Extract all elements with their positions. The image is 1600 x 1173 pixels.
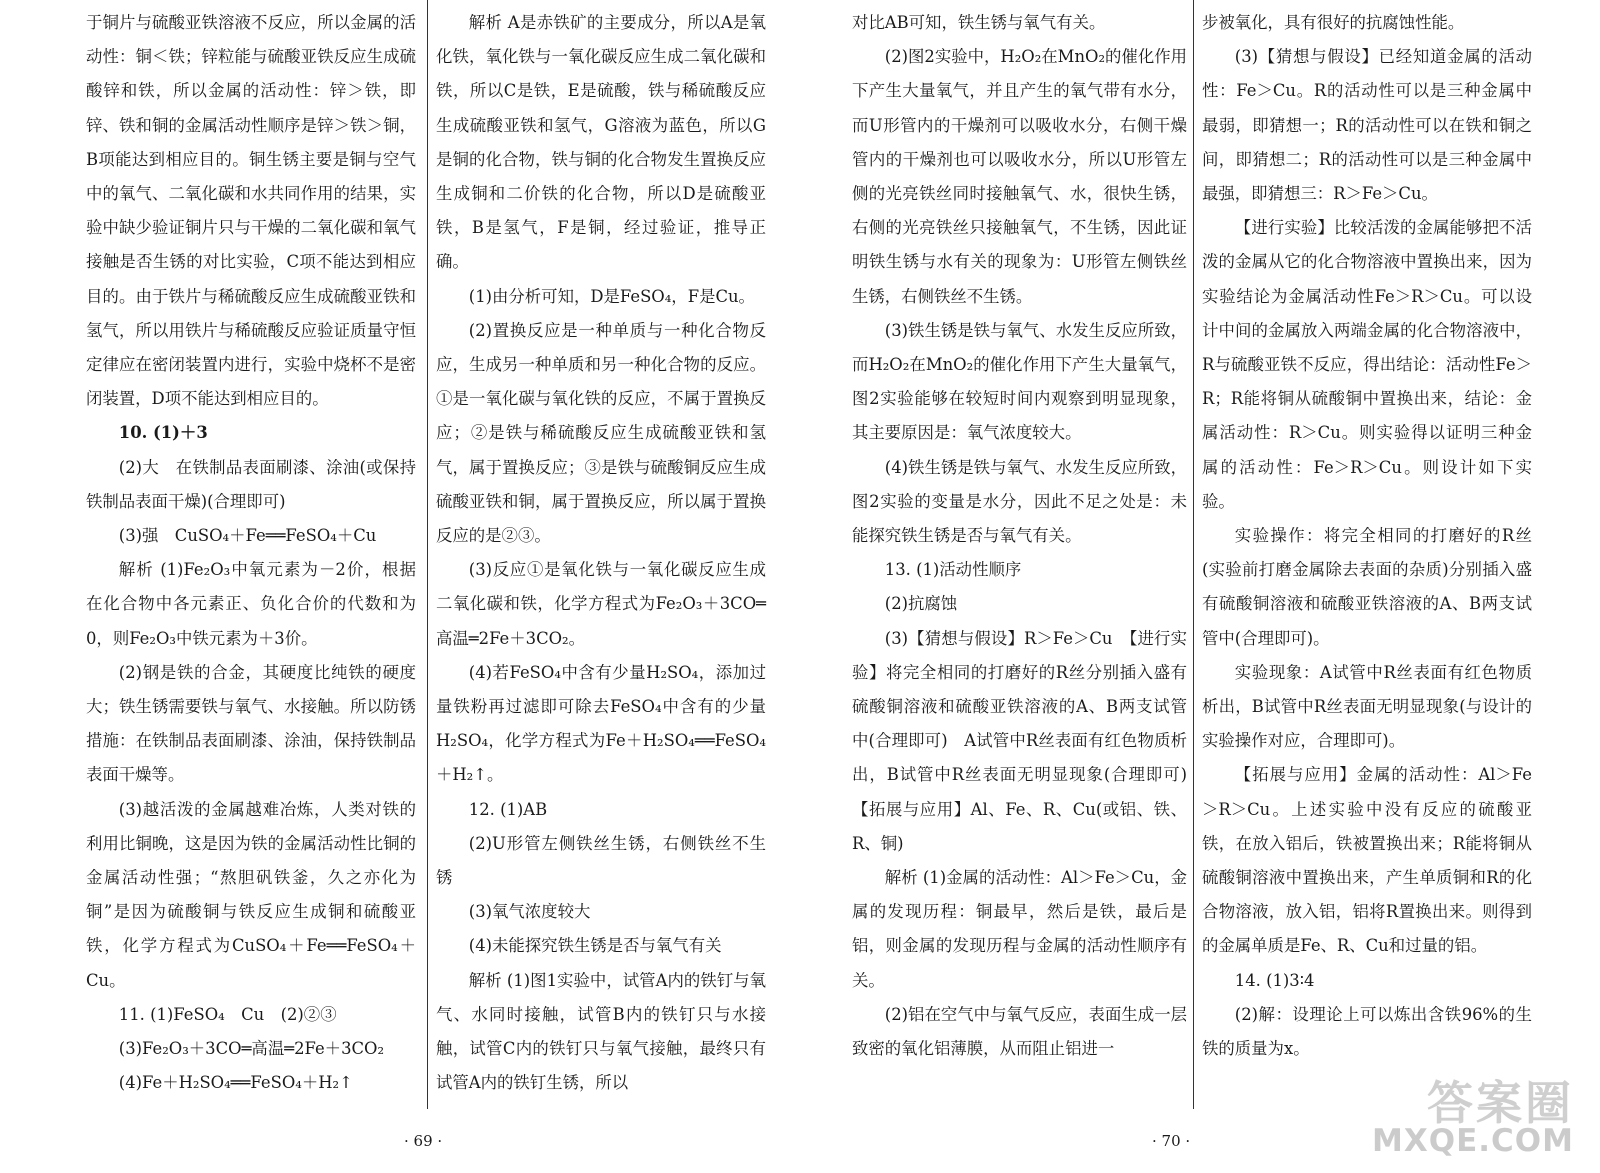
analysis-10-3: (3)越活泼的金属越难冶炼，人类对铁的利用比铜晚，这是因为铁的金属活动性比铜的金属活动性强；“熬胆矾铁釜，久之亦化为铜”是因为硫酸铜与铁反应生成铜和硫酸亚铁，化学方程式为CuSO₄＋Fe══FeSO₄＋Cu。 [86, 799, 416, 990]
answer-10-part-1: 10. (1)＋3 [118, 423, 208, 443]
analysis-13-3: (3)【猜想与假设】已经知道金属的活动性：Fe＞Cu。R的活动性可以是三种金属中最弱，即猜想一；R的活动性可以在铁和铜之间，即猜想二；R的活动性可以是三种金属中最强，即猜想三：R＞Fe＞Cu。 [1202, 47, 1532, 204]
page-number-right: · 70 · [1152, 1132, 1191, 1150]
experiment-design: 【进行实验】比较活泼的金属能够把不活泼的金属从它的化合物溶液中置换出来，因为实验结论为金属活动性Fe＞R＞Cu。可以设计中间的金属放入两端金属的化合物溶液中，R与硫酸亚铁不反应，得出结论：活动性Fe＞R；R能将铜从硫酸铜中置换出来，结论：金属活动性：R＞Cu。则实验得以证明三种金属的活动性：Fe＞R＞Cu。则设计如下实验。 [1202, 218, 1532, 511]
experiment-operation: 实验操作：将完全相同的打磨好的R丝(实验前打磨金属除去表面的杂质)分别插入盛有硫酸铜溶液和硫酸亚铁溶液的A、B两支试管中(合理即可)。 [1202, 526, 1532, 648]
analysis-12-3: (3)铁生锈是铁与氧气、水发生反应所致，而H₂O₂在MnO₂的催化作用下产生大量氧气，图2实验能够在较短时间内观察到明显现象，其主要原因是：氧气浓度较大。 [852, 320, 1187, 443]
analysis-11-3: (3)反应①是氧化铁与一氧化碳反应生成二氧化碳和铁，化学方程式为Fe₂O₃＋3CO═高温═2Fe＋3CO₂。 [436, 560, 766, 648]
answer-11-part-3: (3)Fe₂O₃＋3CO═高温═2Fe＋3CO₂ [118, 1039, 385, 1059]
column-divider [1193, 0, 1194, 1109]
right-page-column-1 [852, 6, 1204, 1113]
answer-12-part-2: (2)U形管左侧铁丝生锈，右侧铁丝不生锈 [436, 833, 766, 888]
page-number-left: · 69 · [404, 1132, 443, 1150]
analysis-13-1: 解析 (1)金属的活动性：Al＞Fe＞Cu，金属的发现历程：铜最早，然后是铁，最后是铝，则金属的发现历程与金属的活动性顺序有关。 [852, 868, 1187, 990]
analysis-13-2: (2)铝在空气中与氧气反应，表面生成一层致密的氧化铝薄膜，从而阻止铝进一 [852, 1004, 1187, 1059]
answer-13-part-2: (2)抗腐蚀 [884, 594, 958, 614]
answer-14-part-1: 14. (1)3∶4 [1234, 970, 1315, 990]
answer-10-part-3: (3)强 CuSO₄＋Fe══FeSO₄＋Cu [118, 526, 377, 546]
left-page-column-1 [86, 6, 416, 1113]
paragraph: 于铜片与硫酸亚铁溶液不反应，所以金属的活动性：铜＜铁；锌粒能与硫酸亚铁反应生成硫酸锌和铁，所以金属的活动性：锌＞铁，即锌、铁和铜的金属活动性顺序是锌＞铁＞铜，B项能达到相应目的。铜生锈主要是铜与空气中的氧气、二氧化碳和水共同作用的结果，实验中缺少验证铜片只与干燥的二氧化碳和氧气接触是否生锈的对比实验，C项不能达到相应目的。由于铁片与稀硫酸反应生成硫酸亚铁和氢气，所以用铁片与稀硫酸反应验证质量守恒定律应在密闭装置内进行，实验中烧杯不是密闭装置，D项不能达到相应目的。 [86, 13, 416, 409]
experiment-phenomenon: 实验现象：A试管中R丝表面有红色物质析出，B试管中R丝表面无明显现象(与设计的实验操作对应，合理即可)。 [1202, 662, 1532, 751]
answer-11-part-4: (4)Fe＋H₂SO₄══FeSO₄＋H₂↑ [118, 1073, 353, 1093]
watermark-logo [1371, 1076, 1574, 1159]
answer-12-part-1: 12. (1)AB [468, 799, 548, 819]
analysis-10-2: (2)钢是铁的合金，其硬度比纯铁的硬度大；铁生锈需要铁与氧气、水接触。所以防锈措施：在铁制品表面刷漆、涂油，保持铁制品表面干燥等。 [86, 662, 416, 785]
analysis-12-1: 解析 (1)图1实验中，试管A内的铁钉与氧气、水同时接触，试管B内的铁钉只与水接触，试管C内的铁钉只与氧气接触，最终只有试管A内的铁钉生锈，所以 [436, 970, 766, 1093]
analysis-10-1: 解析 (1)Fe₂O₃中氧元素为－2价，根据在化合物中各元素正、负化合价的代数和为0，则Fe₂O₃中铁元素为＋3价。 [86, 560, 416, 648]
right-page-column-2 [1202, 6, 1532, 1113]
analysis-12-2: (2)图2实验中，H₂O₂在MnO₂的催化作用下产生大量氧气，并且产生的氧气带有水分，而U形管内的干燥剂可以吸收水分，右侧干燥管内的干燥剂也可以吸收水分，所以U形管左侧的光亮铁丝同时接触氧气、水，很快生锈，右侧的光亮铁丝只接触氧气，不生锈，因此证明铁生锈与水有关的现象为：U形管左侧铁丝生锈，右侧铁丝不生锈。 [852, 47, 1187, 306]
analysis-12-4: (4)铁生锈是铁与氧气、水发生反应所致，图2实验的变量是水分，因此不足之处是：未能探究铁生锈是否与氧气有关。 [852, 457, 1187, 546]
paragraph: 步被氧化，具有很好的抗腐蚀性能。 [1202, 13, 1465, 32]
answer-12-part-3: (3)氧气浓度较大 [468, 902, 591, 922]
answer-13-part-1: 13. (1)活动性顺序 [884, 560, 1022, 580]
watermark-text: 答案圈 [1427, 1076, 1574, 1130]
answer-12-part-4: (4)未能探究铁生锈是否与氧气有关 [468, 936, 722, 956]
analysis-11-2: (2)置换反应是一种单质与一种化合物反应，生成另一种单质和另一种化合物的反应。①是一氧化碳与氧化铁的反应，不属于置换反应；②是铁与稀硫酸反应生成硫酸亚铁和氢气，属于置换反应；③是铁与硫酸铜反应生成硫酸亚铁和铜，属于置换反应，所以属于置换反应的是②③。 [436, 320, 766, 546]
answer-13-part-3: (3)【猜想与假设】R＞Fe＞Cu 【进行实验】将完全相同的打磨好的R丝分别插入盛有硫酸铜溶液和硫酸亚铁溶液的A、B两支试管中(合理即可) A试管中R丝表面有红色物质析出，B试管中R丝表面无明显现象(合理即可) 【拓展与应用】Al、Fe、R、Cu(或铝、铁、R、铜) [852, 628, 1204, 853]
analysis-11: 解析 A是赤铁矿的主要成分，所以A是氧化铁，氧化铁与一氧化碳反应生成二氧化碳和铁，所以C是铁，E是硫酸，铁与稀硫酸反应生成硫酸亚铁和氢气，G溶液为蓝色，所以G是铜的化合物，铁与铜的化合物发生置换反应生成铜和二价铁的化合物，所以D是硫酸亚铁，B是氢气，F是铜，经过验证，推导正确。 [436, 13, 766, 272]
column-divider [427, 0, 428, 1109]
answer-10-part-2: (2)大 在铁制品表面刷漆、涂油(或保持铁制品表面干燥)(合理即可) [86, 457, 416, 511]
left-page-column-2 [436, 6, 766, 1113]
extension-application: 【拓展与应用】金属的活动性：Al＞Fe＞R＞Cu。上述实验中没有反应的硫酸亚铁，在放入铝后，铁被置换出来；R能将铜从硫酸铜溶液中置换出来，产生单质铜和R的化合物溶液，放入铝，铝将R置换出来。则得到的金属单质是Fe、R、Cu和过量的铝。 [1202, 765, 1532, 956]
paragraph: 对比AB可知，铁生锈与氧气有关。 [852, 13, 1106, 32]
answer-11-part-1: 11. (1)FeSO₄ Cu (2)②③ [118, 1004, 337, 1024]
watermark-url: MXQE.COM [1371, 1123, 1574, 1159]
analysis-11-4: (4)若FeSO₄中含有少量H₂SO₄，添加过量铁粉再过滤即可除去FeSO₄中含有的少量H₂SO₄，化学方程式为Fe＋H₂SO₄══FeSO₄＋H₂↑。 [436, 662, 766, 785]
answer-14-part-2: (2)解：设理论上可以炼出含铁96%的生铁的质量为x。 [1202, 1004, 1532, 1059]
analysis-11-1: (1)由分析可知，D是FeSO₄，F是Cu。 [468, 286, 755, 306]
